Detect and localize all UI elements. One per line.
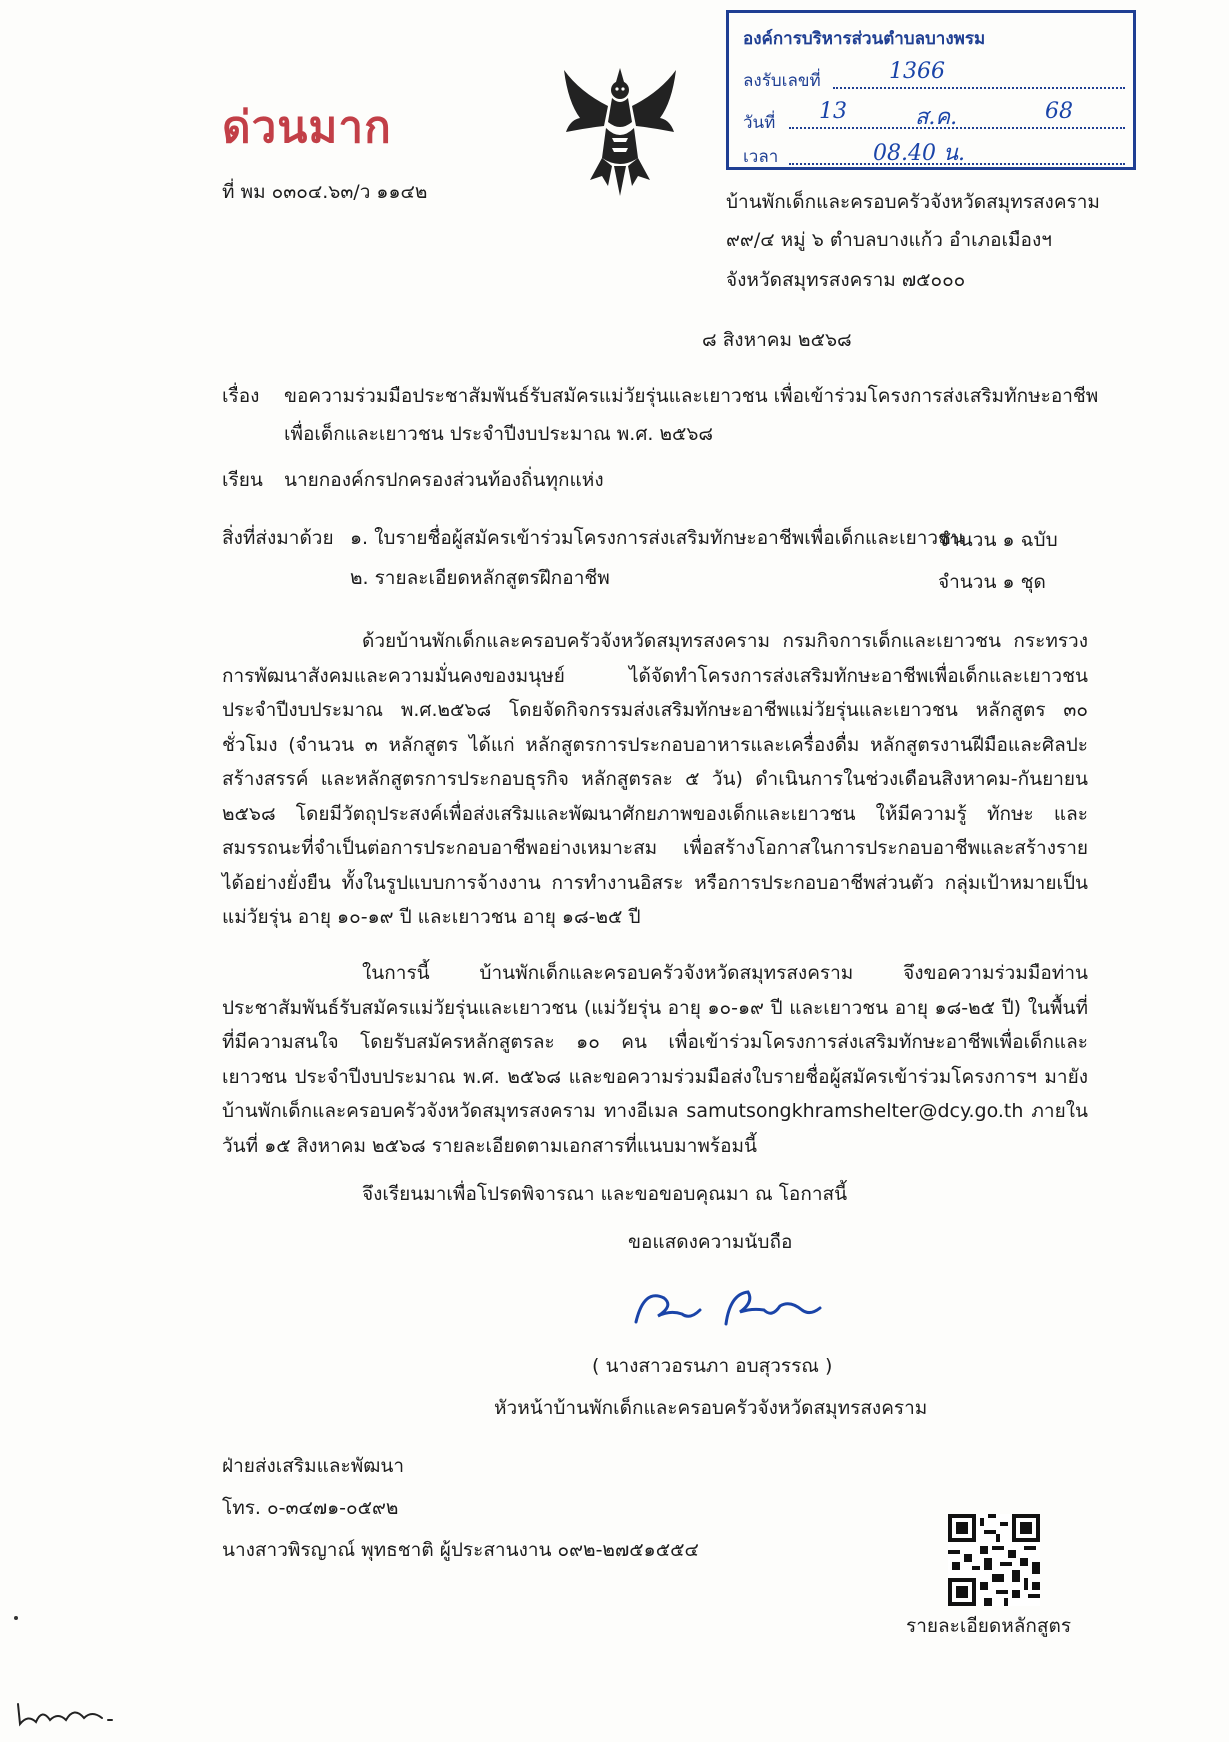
doc-number: ที่ พม ๐๓๐๔.๖๓/ว ๑๑๔๒ — [222, 181, 428, 203]
enclosure-item-2-qty: จำนวน ๑ ชุด — [938, 571, 1046, 593]
subject-line-2: เพื่อเด็กและเยาวชน ประจำปีงบประมาณ พ.ศ. ๒๕๖๘ — [284, 423, 714, 445]
garuda-emblem-icon — [560, 62, 680, 202]
to-value: นายกองค์กรปกครองส่วนท้องถิ่นทุกแห่ง — [284, 469, 604, 491]
enclosure-item-1: ๑. ใบรายชื่อผู้สมัครเข้าร่วมโครงการส่งเสริมทักษะอาชีพเพื่อเด็กและเยาวชน — [350, 527, 964, 549]
footer-dept: ฝ่ายส่งเสริมและพัฒนา — [222, 1455, 405, 1477]
enclosure-item-1-qty: จำนวน ๑ ฉบับ — [938, 529, 1058, 551]
doc-date: ๘ สิงหาคม ๒๕๖๘ — [702, 329, 852, 351]
receipt-date-day: 13 — [819, 99, 847, 124]
sender-line-3: จังหวัดสมุทรสงคราม ๗๕๐๐๐ — [726, 269, 966, 291]
subject-label: เรื่อง — [222, 385, 260, 407]
sender-line-1: บ้านพักเด็กและครอบครัวจังหวัดสมุทรสงคราม — [726, 191, 1100, 213]
receipt-stamp — [726, 10, 1136, 170]
qr-caption: รายละเอียดหลักสูตร — [906, 1615, 1072, 1637]
handwritten-note-icon — [14, 1696, 124, 1730]
receipt-time-value: 08.40 น. — [873, 141, 966, 166]
enclosure-item-2: ๒. รายละเอียดหลักสูตรฝึกอาชีพ — [350, 567, 610, 589]
receipt-stamp-org: องค์การบริหารส่วนตำบลบางพรม — [743, 29, 986, 49]
urgent-stamp: ด่วนมาก — [222, 102, 392, 153]
to-label: เรียน — [222, 469, 263, 491]
closing: ขอแสดงความนับถือ — [628, 1231, 793, 1253]
receipt-time-label: เวลา — [743, 147, 779, 167]
sender-line-2: ๙๙/๔ หมู่ ๖ ตำบลบางแก้ว อำเภอเมืองฯ — [726, 229, 1052, 251]
signer-title: หัวหน้าบ้านพักเด็กและครอบครัวจังหวัดสมุทรสงคราม — [494, 1397, 928, 1419]
qr-code-icon[interactable] — [948, 1514, 1040, 1606]
signature-icon — [630, 1280, 830, 1336]
body-paragraph-1: ด้วยบ้านพักเด็กและครอบครัวจังหวัดสมุทรสงคราม กรมกิจการเด็กและเยาวชน กระทรวงการพัฒนาสังคมและความมั่นคงของมนุษย์ ได้จัดทำโครงการส่งเสริมทักษะอาชีพเพื่อเด็กและเยาวชน ประจำปีงบประมาณ พ.ศ.๒๕๖๘ โดยจัดกิจกรรมส่งเสริมทักษะอาชีพแม่วัยรุ่นและเยาวชน หลักสูตร ๓๐ ชั่วโมง (จำนวน ๓ หลักสูตร ได้แก่ หลักสูตรการประกอบอาหารและเครื่องดื่ม หลักสูตรงานฝีมือและศิลปะสร้างสรรค์ และหลักสูตรการประกอบธุรกิจ หลักสูตรละ ๕ วัน) ดำเนินการในช่วงเดือนสิงหาคม-กันยายน ๒๕๖๘ โดยมีวัตถุประสงค์เพื่อส่งเสริมและพัฒนาศักยภาพของเด็กและเยาวชน ให้มีความรู้ ทักษะ และสมรรถนะที่จำเป็นต่อการประกอบอาชีพอย่างเหมาะสม เพื่อสร้างโอกาสในการประกอบอาชีพและสร้างรายได้อย่างยั่งยืน ทั้งในรูปแบบการจ้างงาน การทำงานอิสระ หรือการประกอบอาชีพส่วนตัว กลุ่มเป้าหมายเป็นแม่วัยรุ่น อายุ ๑๐-๑๙ ปี และเยาวชน อายุ ๑๘-๒๕ ปี — [222, 630, 1088, 928]
signer-name: ( นางสาวอรนภา อบสุวรรณ ) — [592, 1355, 833, 1377]
receipt-date-month: ส.ค. — [915, 105, 958, 130]
body-paragraph-2: ในการนี้ บ้านพักเด็กและครอบครัวจังหวัดสมุทรสงคราม จึงขอความร่วมมือท่านประชาสัมพันธ์รับสมัครแม่วัยรุ่นและเยาวชน (แม่วัยรุ่น อายุ ๑๐-๑๙ ปี และเยาวชน อายุ ๑๘-๒๕ ปี) ในพื้นที่ที่มีความสนใจ โดยรับสมัครหลักสูตรละ ๑๐ คน เพื่อเข้าร่วมโครงการส่งเสริมทักษะอาชีพเพื่อเด็กและเยาวชน ประจำปีงบประมาณ พ.ศ. ๒๕๖๘ และขอความร่วมมือส่งใบรายชื่อผู้สมัครเข้าร่วมโครงการฯ มายังบ้านพักเด็กและครอบครัวจังหวัดสมุทรสงคราม ทางอีเมล samutsongkhramshelter@dcy.go.th ภายในวันที่ ๑๕ สิงหาคม ๒๕๖๘ รายละเอียดตามเอกสารที่แนบมาพร้อมนี้ — [222, 962, 1088, 1157]
footer-tel: โทร. ๐-๓๔๗๑-๐๕๙๒ — [222, 1497, 399, 1519]
subject-line-1: ขอความร่วมมือประชาสัมพันธ์รับสมัครแม่วัยรุ่นและเยาวชน เพื่อเข้าร่วมโครงการส่งเสริมทักษะอาชีพ — [284, 385, 1099, 407]
receipt-number-label: ลงรับเลขที่ — [743, 71, 821, 91]
receipt-date-label: วันที่ — [743, 113, 776, 133]
body-paragraph-3: จึงเรียนมาเพื่อโปรดพิจารณา และขอขอบคุณมา ณ โอกาสนี้ — [362, 1183, 848, 1205]
receipt-date-year: 68 — [1045, 99, 1073, 124]
receipt-number-value: 1366 — [889, 59, 945, 84]
enclosures-label: สิ่งที่ส่งมาด้วย — [222, 527, 334, 549]
scan-dot — [14, 1616, 18, 1620]
footer-coordinator: นางสาวพิรญาณ์ พุทธชาติ ผู้ประสานงาน ๐๙๒-๒๗๕๑๕๕๔ — [222, 1539, 699, 1561]
